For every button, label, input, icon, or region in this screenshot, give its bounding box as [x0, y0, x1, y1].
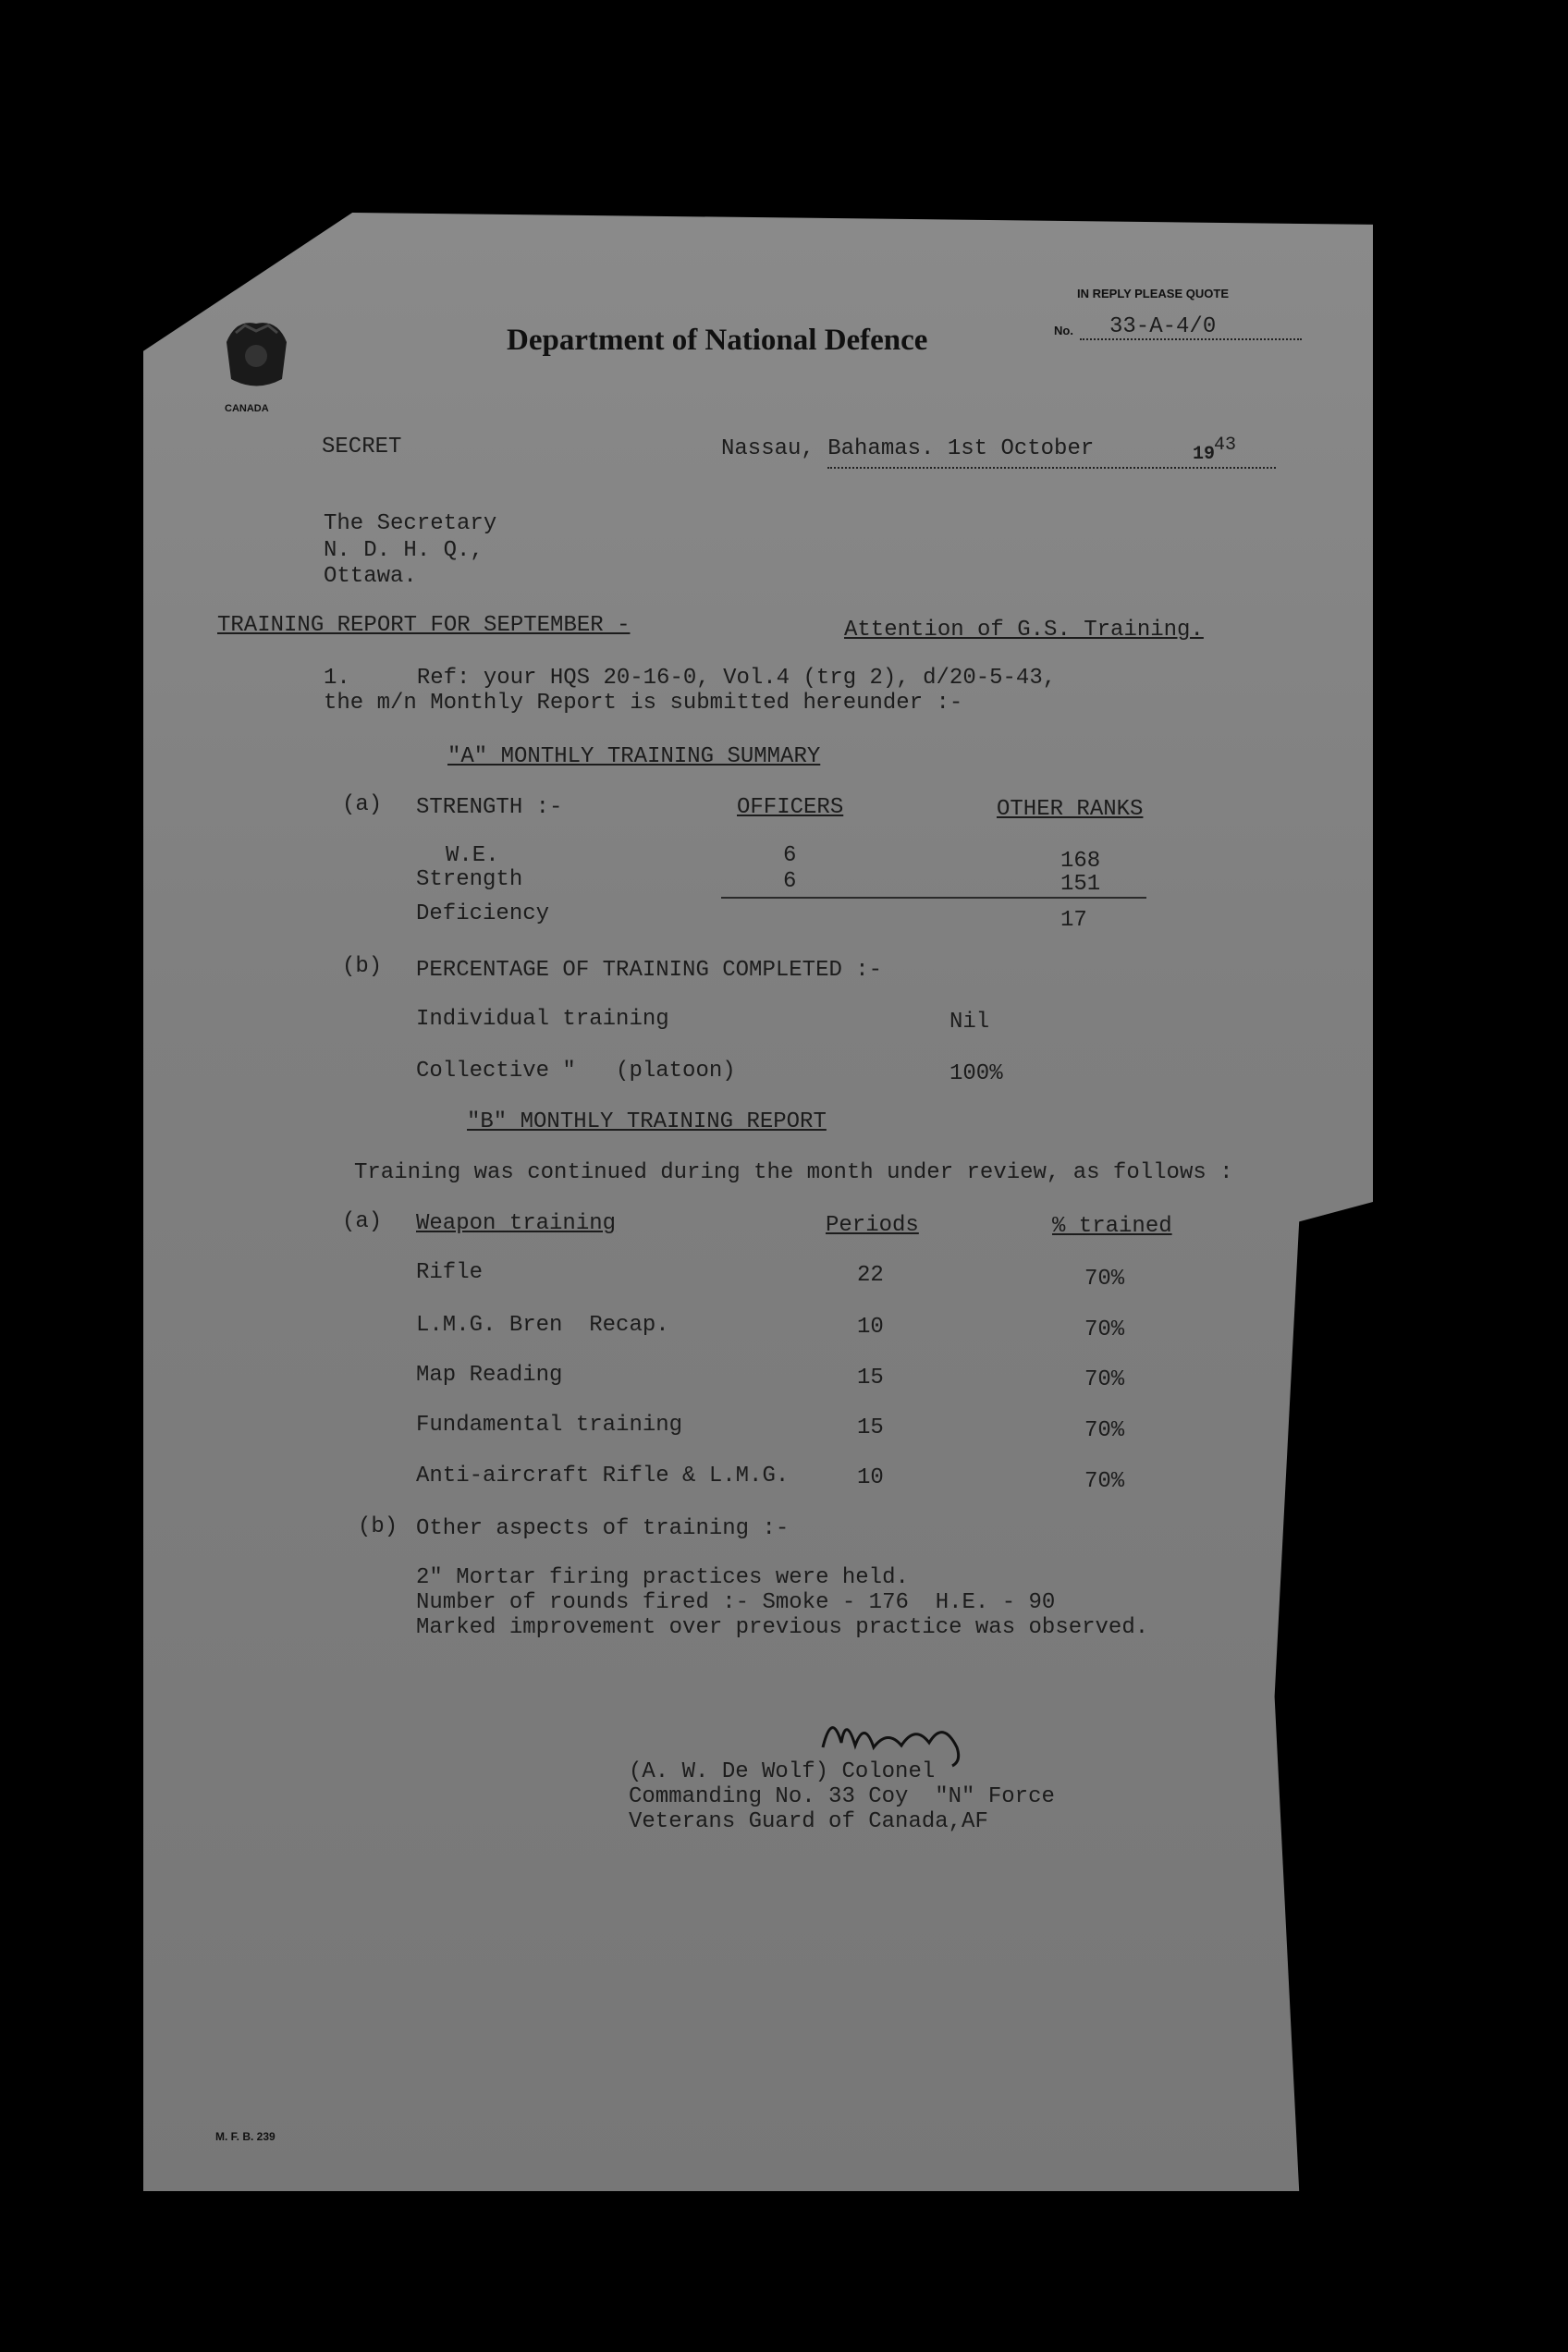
collective-training-value: 100%: [949, 1061, 1003, 1086]
strength-row-we-label: W.E.: [446, 843, 499, 868]
strength-row-strength-other: 151: [1060, 872, 1101, 897]
page-curl: [1290, 1535, 1391, 1969]
subject-right: Attention of G.S. Training.: [844, 618, 1204, 643]
year-suffix: 43: [1214, 435, 1237, 456]
strength-row-we-other: 168: [1060, 849, 1101, 874]
weapon-row-1-trained: 70%: [1084, 1267, 1125, 1292]
file-number: 33-A-4/0: [1109, 314, 1217, 339]
col-other-ranks: OTHER RANKS: [997, 797, 1144, 822]
collective-training-label: Collective " (platoon): [416, 1059, 736, 1084]
weapon-row-5-periods: 10: [857, 1465, 884, 1490]
signature-line-2: Commanding No. 33 Coy "N" Force: [629, 1784, 1055, 1809]
para1-line1: 1. Ref: your HQS 20-16-0, Vol.4 (trg 2), d/20-5-43,: [324, 666, 1057, 691]
weapon-row-5-item: Anti-aircraft Rifle & L.M.G.: [416, 1464, 790, 1488]
weapon-row-2-periods: 10: [857, 1315, 884, 1340]
form-number: M. F. B. 239: [215, 2130, 276, 2143]
weapon-row-3-trained: 70%: [1084, 1367, 1125, 1392]
signature-line-1: (A. W. De Wolf) Colonel: [629, 1759, 936, 1784]
classification: SECRET: [322, 435, 402, 459]
weapon-row-1-periods: 22: [857, 1263, 884, 1288]
other-aspects-marker: (b): [358, 1514, 398, 1539]
year-prefix: 19: [1193, 444, 1216, 465]
weapon-row-1-item: Rifle: [416, 1260, 484, 1285]
section-b-title: "B" MONTHLY TRAINING REPORT: [467, 1109, 827, 1134]
strength-row-we-officers: 6: [783, 843, 797, 868]
weapon-row-2-trained: 70%: [1084, 1317, 1125, 1342]
weapon-row-5-trained: 70%: [1084, 1469, 1125, 1494]
para1-line2: the m/n Monthly Report is submitted hereunder :-: [324, 691, 963, 716]
weapon-row-4-item: Fundamental training: [416, 1413, 683, 1438]
col-weapon-training: Weapon training: [416, 1211, 617, 1236]
percentage-marker: (b): [342, 954, 383, 979]
section-a-title: "A" MONTHLY TRAINING SUMMARY: [447, 744, 821, 769]
individual-training-value: Nil: [949, 1010, 990, 1035]
file-number-line: [1080, 338, 1302, 340]
other-aspects-line-2: Number of rounds fired :- Smoke - 176 H.E. - 90: [416, 1590, 1056, 1615]
reply-quote-label: IN REPLY PLEASE QUOTE: [1077, 287, 1229, 300]
individual-training-label: Individual training: [416, 1007, 669, 1032]
weapon-row-3-item: Map Reading: [416, 1363, 563, 1388]
date-line: [827, 467, 1276, 469]
crest-label: CANADA: [225, 403, 269, 414]
weapon-row-4-periods: 15: [857, 1415, 884, 1440]
strength-row-deficiency-other: 17: [1060, 908, 1087, 933]
strength-marker: (a): [342, 792, 383, 817]
other-aspects-label: Other aspects of training :-: [416, 1516, 790, 1541]
subject-left: TRAINING REPORT FOR SEPTEMBER -: [217, 613, 631, 638]
place-date: Nassau, Bahamas. 1st October: [721, 436, 1095, 461]
col-trained: % trained: [1052, 1214, 1172, 1239]
strength-label: STRENGTH :-: [416, 795, 563, 820]
department-heading: Department of National Defence: [507, 324, 928, 357]
weapon-marker: (a): [342, 1209, 383, 1234]
weapon-row-2-item: L.M.G. Bren Recap.: [416, 1313, 669, 1338]
strength-row-strength-label: Strength: [416, 867, 523, 892]
weapon-row-3-periods: 15: [857, 1366, 884, 1390]
percentage-label: PERCENTAGE OF TRAINING COMPLETED :-: [416, 958, 883, 983]
strength-row-deficiency-label: Deficiency: [416, 901, 550, 926]
canada-crest-icon: [217, 314, 296, 398]
signature-line-3: Veterans Guard of Canada,AF: [629, 1809, 988, 1834]
section-b-intro: Training was continued during the month under review, as follows :: [354, 1160, 1233, 1185]
strength-total-rule: [721, 897, 1146, 899]
strength-row-strength-officers: 6: [783, 869, 797, 894]
addressee-line-1: The Secretary: [324, 511, 497, 536]
document-sheet: [143, 213, 1373, 2191]
col-officers: OFFICERS: [737, 795, 844, 820]
file-no-label: No.: [1054, 324, 1073, 337]
addressee-line-2: N. D. H. Q.,: [324, 538, 484, 563]
other-aspects-line-3: Marked improvement over previous practice was observed.: [416, 1615, 1149, 1640]
addressee-line-3: Ottawa.: [324, 564, 417, 589]
col-periods: Periods: [826, 1213, 919, 1238]
weapon-row-4-trained: 70%: [1084, 1418, 1125, 1443]
other-aspects-line-1: 2" Mortar firing practices were held.: [416, 1565, 909, 1590]
